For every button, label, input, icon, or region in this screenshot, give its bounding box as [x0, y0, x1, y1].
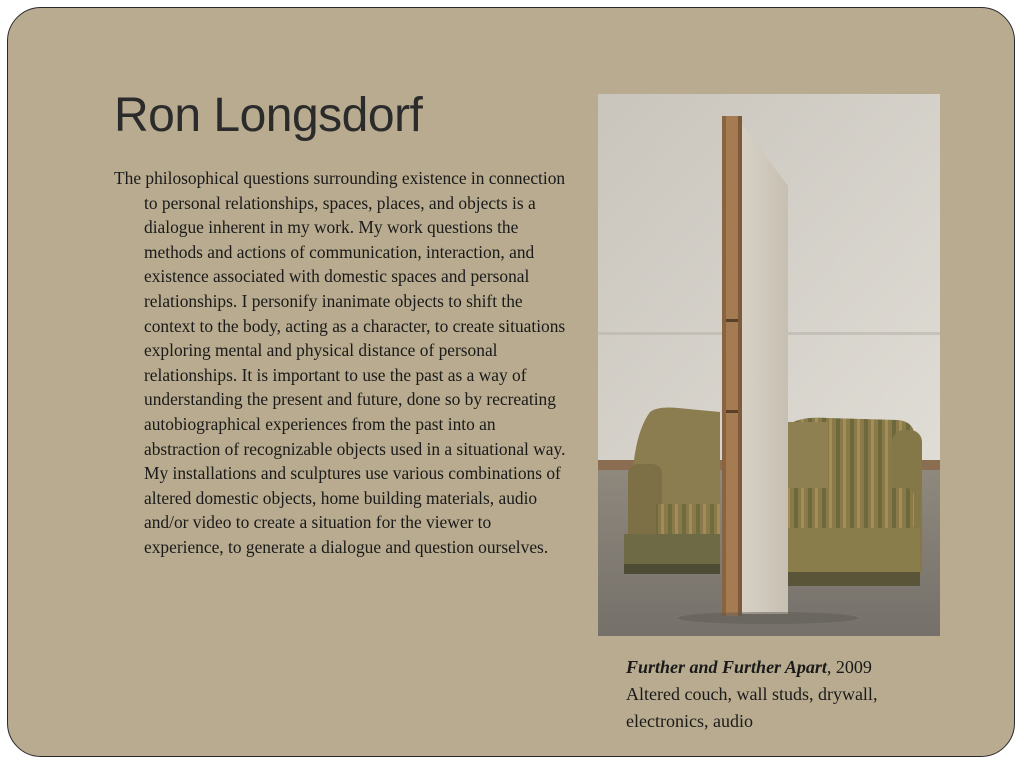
artwork-materials-line2: electronics, audio: [626, 711, 753, 731]
caption-title-line: [626, 654, 966, 681]
artist-statement: The philosophical questions surrounding existence in connection to personal relationships, spaces, places, and objects is a dialogue inherent in my work. My work questions the methods and actions of communication, interaction, and existence associated with domestic spaces and personal relationships. I personify inanimate objects to shift the context to the body, acting as a character, to create situations exploring mental and physical distance of personal relationships. It is important to use the past as a way of understanding the present and future, done so by recreating autobiographical experiences from the past into an abstraction of recognizable objects used in a situational way. My installations and sculptures use various combinations of altered domestic objects, home building materials, audio and/or video to create a situation for the viewer to experience, to generate a dialogue and question ourselves.: [114, 168, 566, 557]
slide: [7, 7, 1015, 757]
artwork-photo: [598, 94, 940, 636]
slide-title: Ron Longsdorf: [114, 89, 423, 142]
artwork-title: Further and Further Apart: [626, 657, 827, 677]
artwork-materials-line1: Altered couch, wall studs, drywall,: [626, 684, 878, 704]
artwork-caption: [626, 654, 966, 735]
artwork-year: , 2009: [826, 657, 872, 677]
artwork-photo-image: [598, 94, 940, 636]
